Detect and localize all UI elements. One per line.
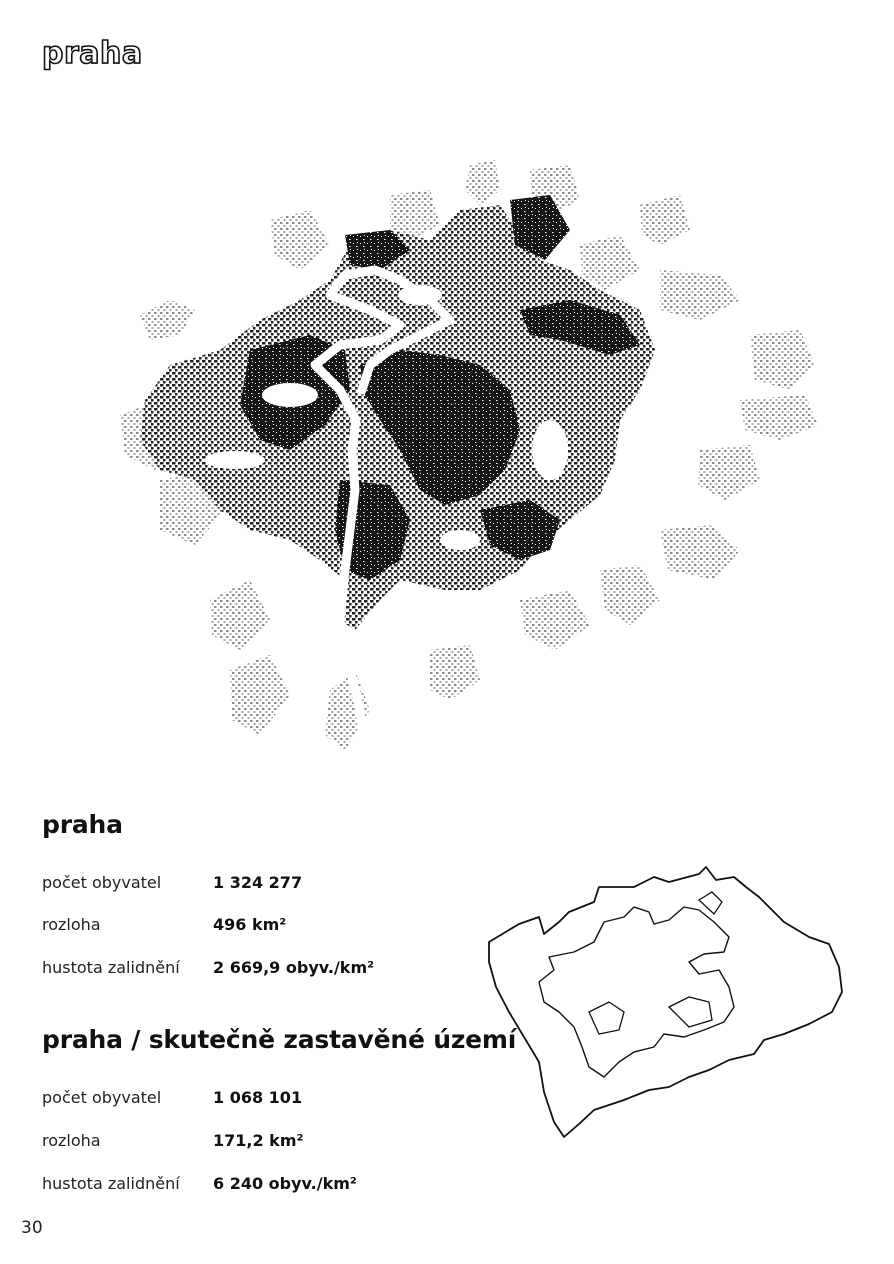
stat-label: počet obyvatel (42, 873, 162, 892)
page-number: 30 (21, 1218, 43, 1238)
stat-value: 1 324 277 (213, 873, 303, 892)
page-heading: praha (42, 36, 143, 71)
built-area-title: praha / skutečně zastavěné území (42, 1025, 517, 1054)
city-population-row (42, 873, 462, 895)
stat-value: 496 km² (213, 915, 287, 934)
city-title: praha (42, 810, 123, 839)
city-area-row (42, 915, 462, 937)
stat-value: 6 240 obyv./km² (213, 1174, 357, 1193)
built-density-row (42, 1174, 462, 1196)
built-population-row (42, 1088, 462, 1110)
stat-label: rozloha (42, 915, 101, 934)
stat-value: 1 068 101 (213, 1088, 303, 1107)
stat-label: hustota zalidnění (42, 958, 180, 977)
stat-label: počet obyvatel (42, 1088, 162, 1107)
built-area-row (42, 1131, 462, 1153)
built-up-core (140, 195, 655, 630)
prague-figure-ground-map (100, 150, 830, 760)
stat-label: hustota zalidnění (42, 1174, 180, 1193)
prague-boundary-outline-map (484, 862, 846, 1144)
city-density-row (42, 958, 462, 980)
stat-value: 171,2 km² (213, 1131, 304, 1150)
stat-label: rozloha (42, 1131, 101, 1150)
stat-value: 2 669,9 obyv./km² (213, 958, 375, 977)
